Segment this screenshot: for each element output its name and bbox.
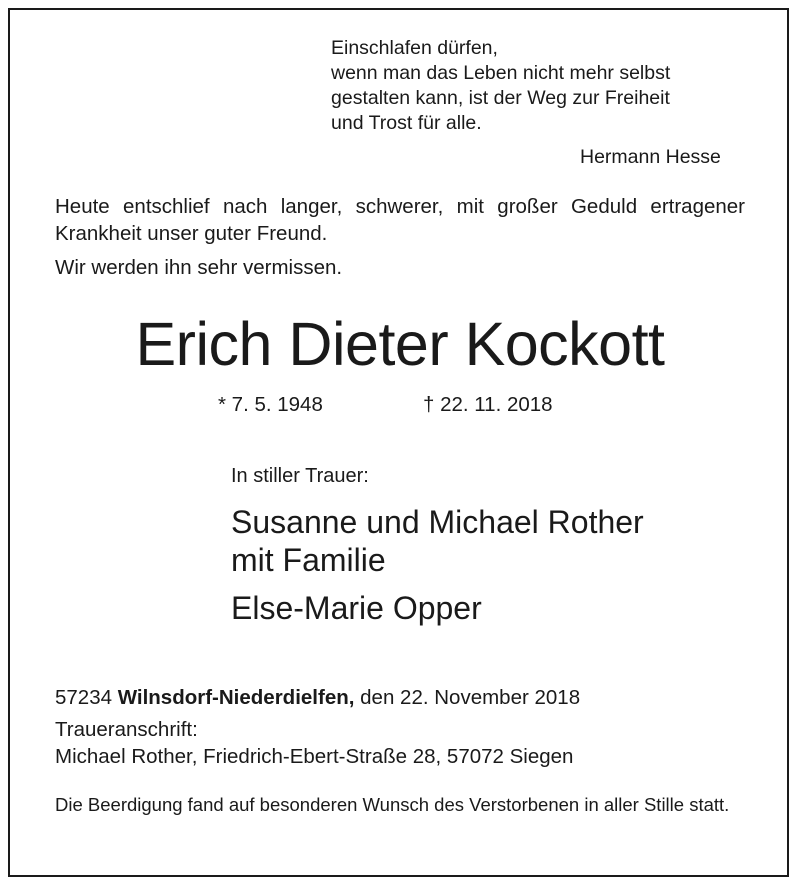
- mourning-label: In stiller Trauer:: [231, 465, 369, 487]
- death-date: † 22. 11. 2018: [423, 393, 553, 416]
- poem-quote: [331, 36, 751, 136]
- mourning-address: [55, 716, 573, 770]
- mourners-list: [231, 503, 644, 627]
- postcode: 57234: [55, 686, 113, 709]
- deceased-name: Erich Dieter Kockott: [135, 310, 665, 378]
- mourner-name: Susanne und Michael Rother: [231, 504, 644, 540]
- intro-text: Heute entschlief nach langer, schwerer, mit großer Geduld ertragener Krankheit unser guter Freund.: [55, 195, 745, 245]
- quote-line: Einschlafen dürfen,: [331, 37, 498, 59]
- birth-date: * 7. 5. 1948: [218, 393, 323, 416]
- notice-date: den 22. November 2018: [360, 686, 581, 709]
- place-and-date: [55, 686, 580, 710]
- quote-line: und Trost für alle.: [331, 112, 482, 134]
- mourner-name: Else-Marie Opper: [231, 590, 482, 626]
- mourner-name: mit Familie: [231, 542, 386, 578]
- address-label: Traueranschrift:: [55, 718, 198, 741]
- quote-line: wenn man das Leben nicht mehr selbst: [331, 62, 671, 84]
- quote-author: Hermann Hesse: [580, 146, 721, 168]
- intro-closing: Wir werden ihn sehr vermissen.: [55, 256, 343, 279]
- quote-line: gestalten kann, ist der Weg zur Freiheit: [331, 87, 670, 109]
- address-text: Michael Rother, Friedrich-Ebert-Straße 28, 57072 Siegen: [55, 745, 574, 768]
- place-name: Wilnsdorf-Niederdielfen,: [117, 686, 355, 709]
- burial-note: Die Beerdigung fand auf besonderen Wunsch des Verstorbenen in aller Stille statt.: [55, 794, 730, 815]
- spacer: [231, 579, 644, 589]
